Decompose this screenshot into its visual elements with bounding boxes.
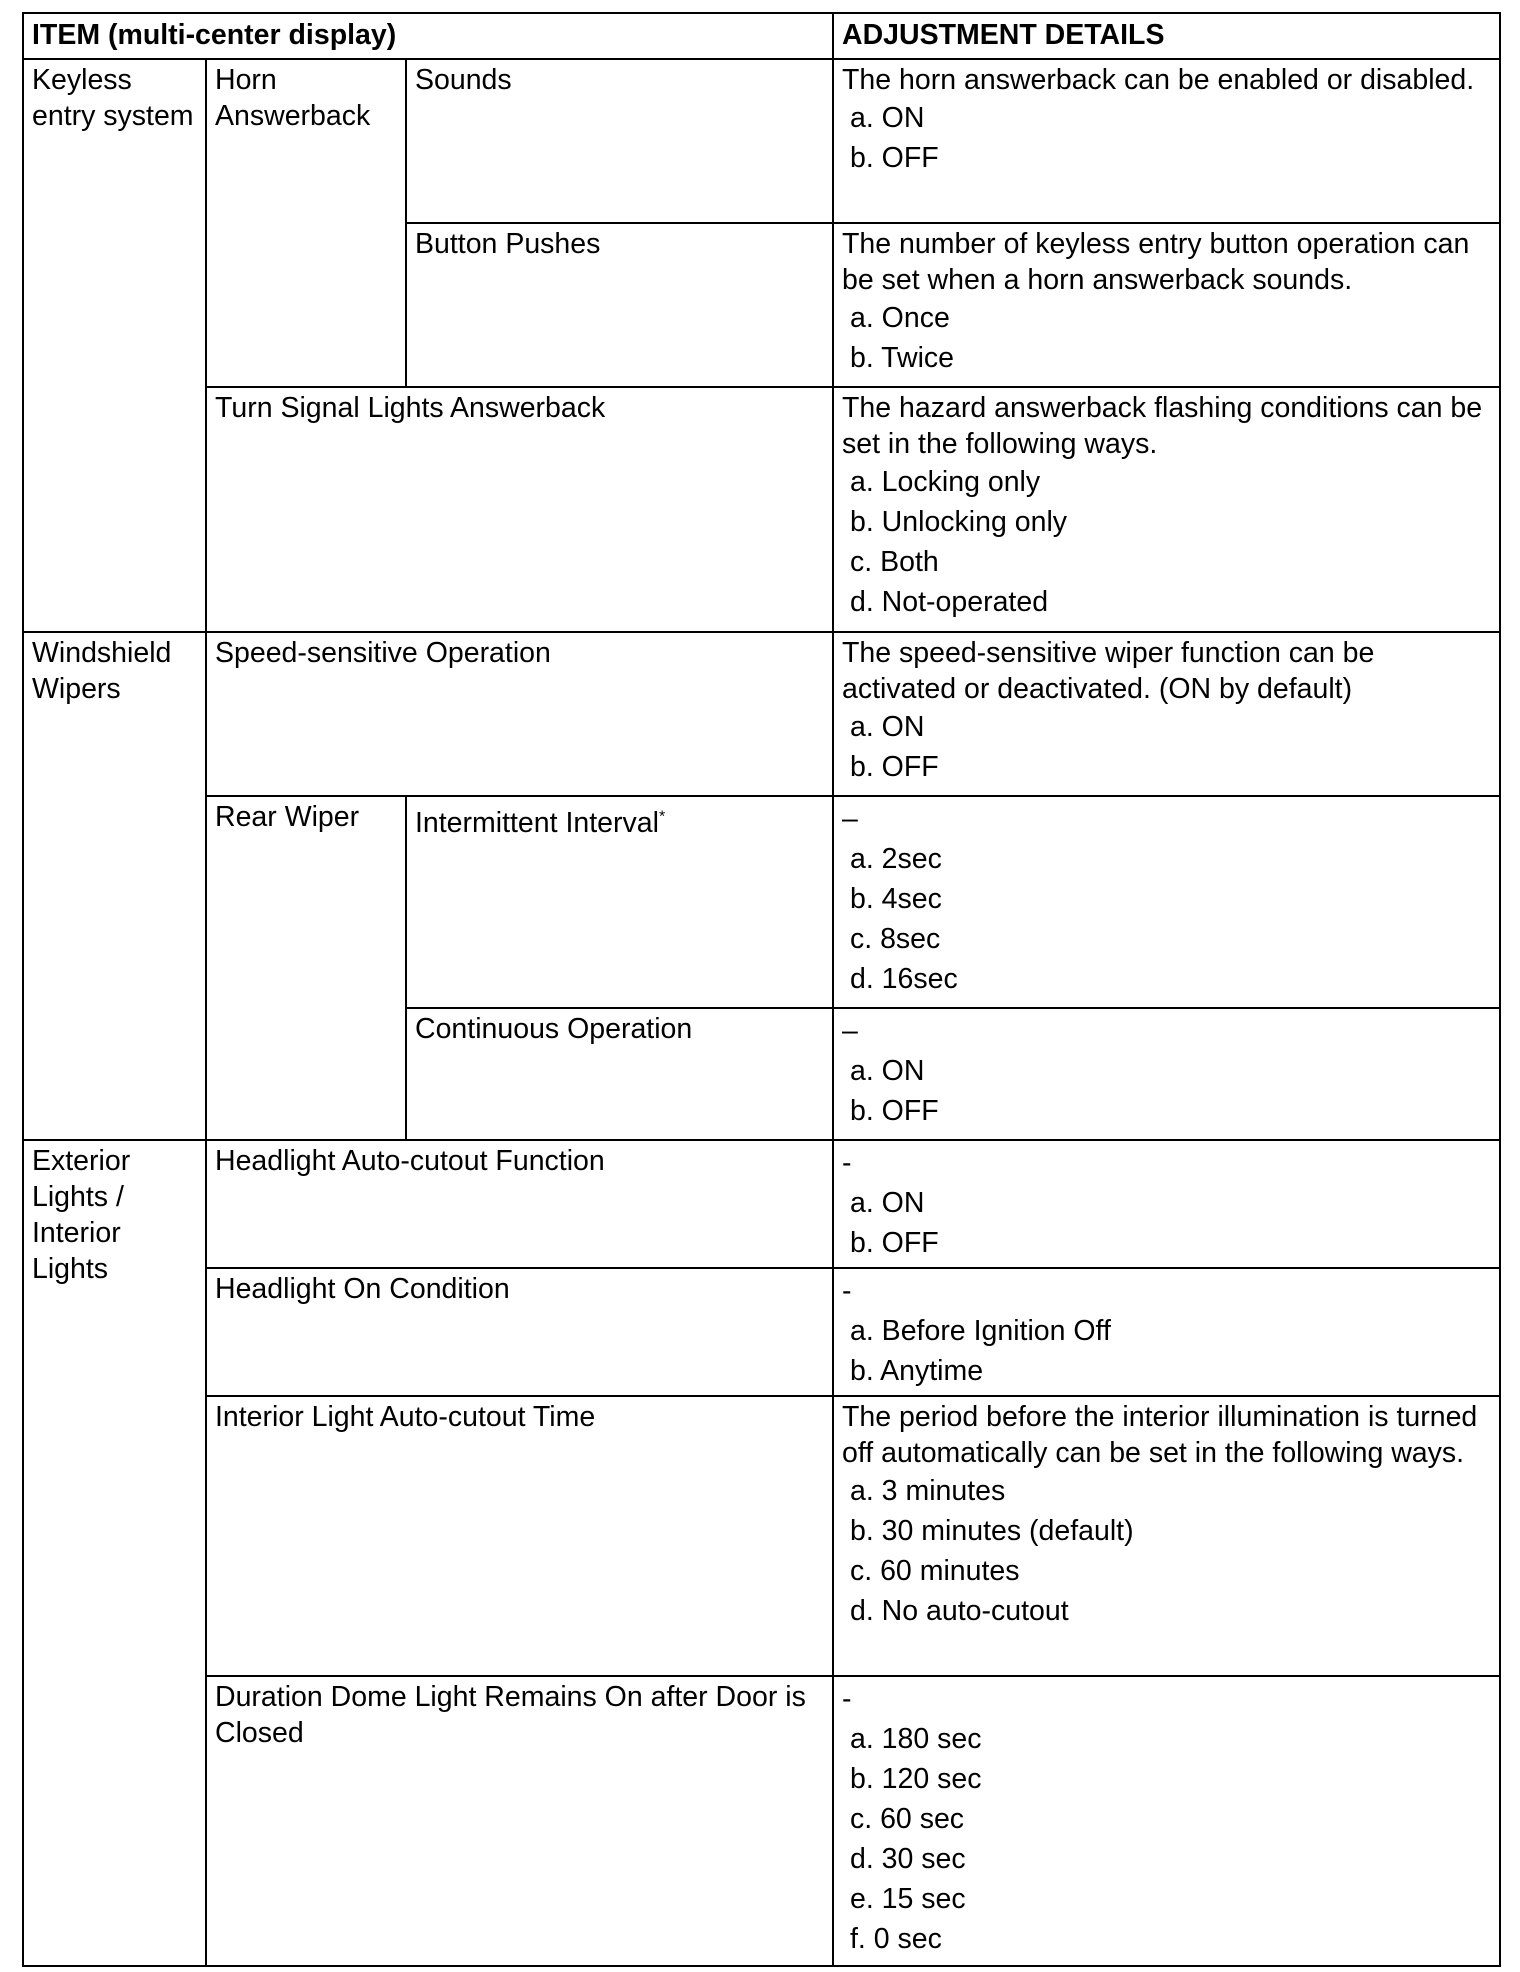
item-column-header: ITEM (multi-center display) — [23, 13, 833, 59]
list-item: c. 8sec — [850, 923, 941, 955]
item-button-pushes: Button Pushes — [406, 223, 833, 387]
list-item: b. OFF — [850, 751, 939, 783]
list-item: b. 4sec — [850, 883, 942, 915]
details-dome-light-duration — [833, 1676, 1500, 1966]
list-item: a. ON — [850, 1187, 925, 1219]
table-row — [23, 1396, 1500, 1676]
list-item: b. Unlocking only — [850, 506, 1068, 538]
list-item: e. 15 sec — [850, 1883, 966, 1915]
details-description: The number of keyless entry button operation can be set when a horn answerback sounds. — [842, 228, 1470, 296]
details-description: - — [842, 1683, 852, 1715]
details-description: – — [842, 1015, 858, 1047]
details-description: - — [842, 1275, 852, 1307]
details-description: The speed-sensitive wiper function can be activated or deactivated. (ON by default) — [842, 637, 1375, 705]
details-column-header: ADJUSTMENT DETAILS — [833, 13, 1500, 59]
options-list — [842, 1051, 1491, 1131]
list-item: a. Once — [850, 302, 950, 334]
details-interior-autocutout — [833, 1396, 1500, 1676]
group-windshield-wipers: Windshield Wipers — [23, 632, 206, 1140]
footnote-mark: * — [658, 808, 666, 826]
details-headlight-autocutout — [833, 1140, 1500, 1268]
list-item: a. 3 minutes — [850, 1475, 1006, 1507]
intermittent-label: Intermittent Interval — [415, 807, 659, 839]
list-item: b. Twice — [850, 342, 955, 374]
details-intermittent-interval — [833, 796, 1500, 1008]
details-sounds — [833, 59, 1500, 223]
table-header-row — [23, 13, 1500, 59]
list-item: f. 0 sec — [850, 1923, 942, 1955]
list-item: b. 120 sec — [850, 1763, 982, 1795]
group-exterior-interior-lights: Exterior Lights / Interior Lights — [23, 1140, 206, 1966]
item-interior-autocutout: Interior Light Auto-cutout Time — [206, 1396, 833, 1676]
options-list — [842, 1183, 1491, 1263]
table-row — [23, 59, 1500, 223]
options-list — [842, 1719, 1491, 1959]
item-speed-sensitive: Speed-sensitive Operation — [206, 632, 833, 796]
list-item: a. ON — [850, 1055, 925, 1087]
list-item: a. ON — [850, 711, 925, 743]
details-description: The hazard answerback flashing conditions can be set in the following ways. — [842, 392, 1483, 460]
group-keyless-entry: Keyless entry system — [23, 59, 206, 632]
list-item: b. Anytime — [850, 1355, 984, 1387]
list-item: a. Before Ignition Off — [850, 1315, 1111, 1347]
item-headlight-autocutout: Headlight Auto-cutout Function — [206, 1140, 833, 1268]
list-item: b. OFF — [850, 1227, 939, 1259]
subgroup-rear-wiper: Rear Wiper — [206, 796, 406, 1140]
details-headlight-on-condition — [833, 1268, 1500, 1396]
list-item: a. Locking only — [850, 466, 1041, 498]
item-turn-signal-answerback: Turn Signal Lights Answerback — [206, 387, 833, 632]
table-row — [23, 387, 1500, 632]
list-item: c. 60 sec — [850, 1803, 965, 1835]
details-turn-signal-answerback — [833, 387, 1500, 632]
item-sounds: Sounds — [406, 59, 833, 223]
item-continuous-operation: Continuous Operation — [406, 1008, 833, 1140]
list-item: a. 180 sec — [850, 1723, 982, 1755]
list-item: c. 60 minutes — [850, 1555, 1020, 1587]
table-row — [23, 1268, 1500, 1396]
details-description: The period before the interior illumination is turned off automatically can be set in the following ways. — [842, 1401, 1478, 1469]
list-item: b. OFF — [850, 142, 939, 174]
subgroup-horn-answerback: Horn Answerback — [206, 59, 406, 387]
table-row — [23, 1676, 1500, 1966]
item-intermittent-interval — [406, 796, 833, 1008]
list-item: a. 2sec — [850, 843, 942, 875]
list-item: b. 30 minutes (default) — [850, 1515, 1134, 1547]
details-description: – — [842, 803, 858, 835]
details-description: The horn answerback can be enabled or disabled. — [842, 64, 1475, 96]
options-list — [842, 462, 1491, 622]
list-item: d. No auto-cutout — [850, 1595, 1069, 1627]
details-button-pushes — [833, 223, 1500, 387]
table-row — [23, 632, 1500, 796]
list-item: a. ON — [850, 102, 925, 134]
list-item: d. Not-operated — [850, 586, 1049, 618]
options-list — [842, 98, 1491, 178]
table-row — [23, 796, 1500, 1008]
options-list — [842, 298, 1491, 378]
details-description: - — [842, 1147, 852, 1179]
details-speed-sensitive — [833, 632, 1500, 796]
details-continuous-operation — [833, 1008, 1500, 1140]
options-list — [842, 1471, 1491, 1631]
list-item: c. Both — [850, 546, 939, 578]
table-row — [23, 1140, 1500, 1268]
item-dome-light-duration: Duration Dome Light Remains On after Door is Closed — [206, 1676, 833, 1966]
options-list — [842, 707, 1491, 787]
options-list — [842, 839, 1491, 999]
item-headlight-on-condition: Headlight On Condition — [206, 1268, 833, 1396]
list-item: d. 30 sec — [850, 1843, 966, 1875]
list-item: b. OFF — [850, 1095, 939, 1127]
options-list — [842, 1311, 1491, 1391]
settings-table — [22, 12, 1501, 1967]
list-item: d. 16sec — [850, 963, 958, 995]
